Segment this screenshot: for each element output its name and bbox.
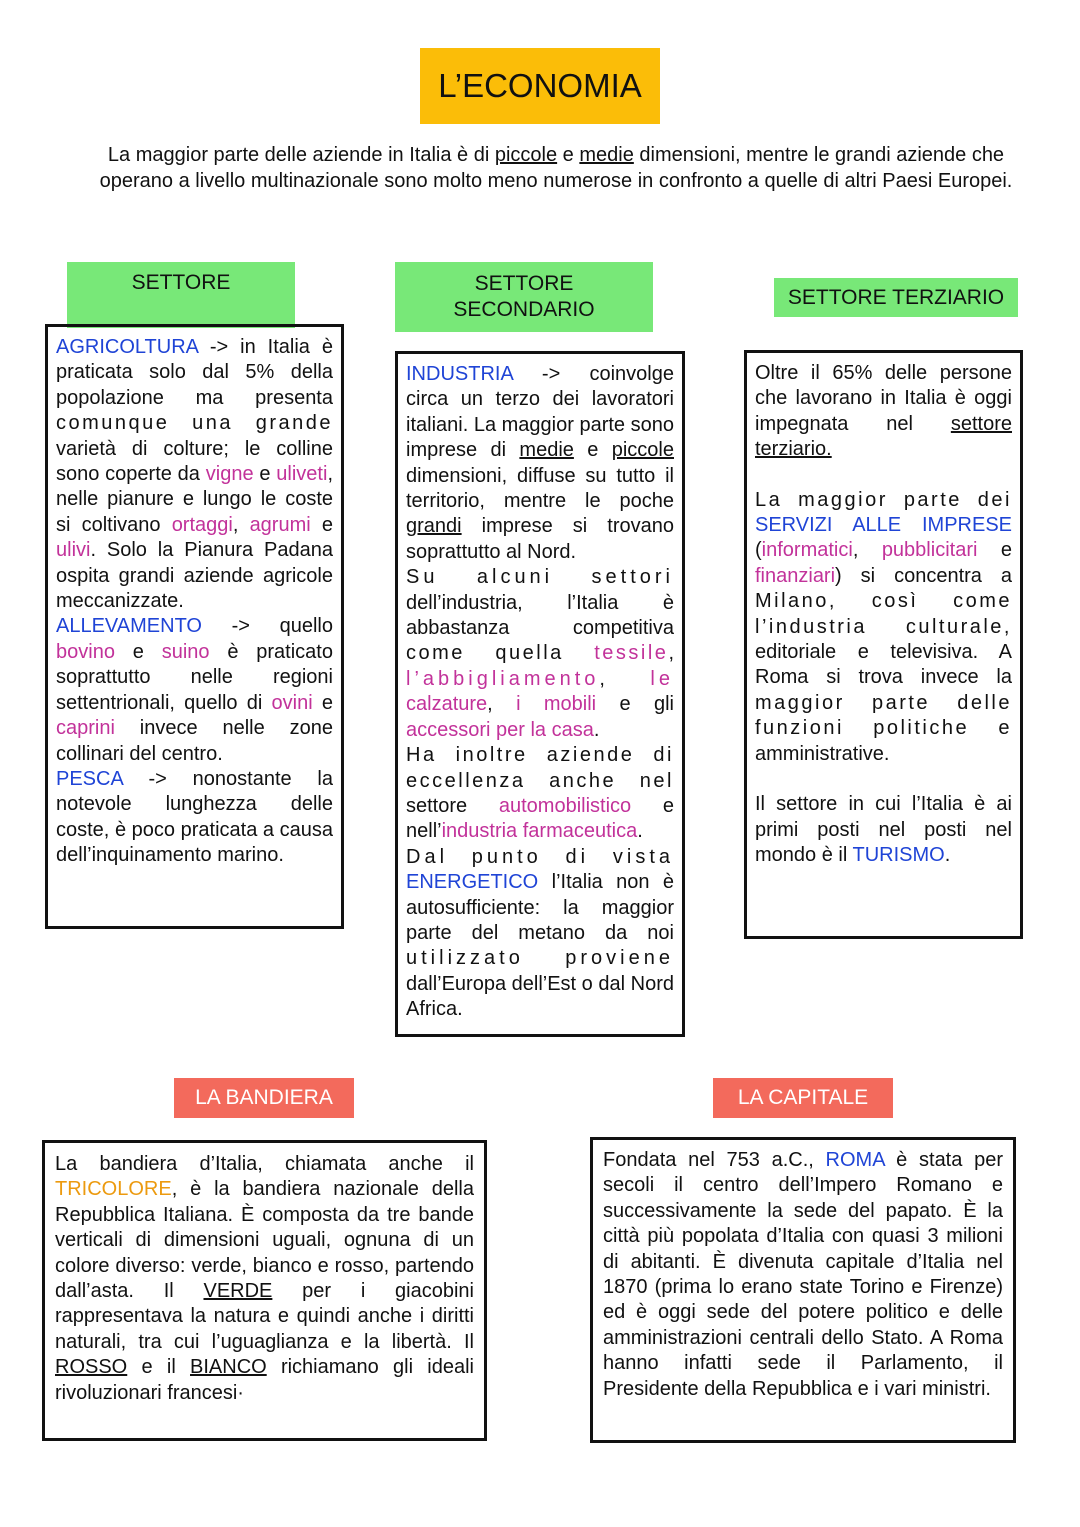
text: e (977, 539, 1012, 562)
heading-settore-terziario-label: SETTORE TERZIARIO (787, 285, 1005, 309)
keyword-agricoltura: AGRICOLTURA (56, 336, 198, 358)
keyword-ulivi: ulivi (56, 539, 91, 562)
box-settore-secondario (395, 351, 685, 1037)
text: come quella (406, 642, 595, 665)
text: , (599, 667, 651, 690)
keyword-abbigliamento: l’abbigliamento (406, 667, 600, 690)
text: . (637, 820, 643, 843)
box-bandiera (42, 1140, 487, 1441)
paragraph-competitiva (406, 565, 674, 743)
heading-settore-terziario (774, 278, 1018, 317)
paragraph-servizi (755, 488, 1012, 767)
text: varietà di colture; le colline sono coperte da (56, 437, 333, 486)
box-capitale (590, 1137, 1016, 1443)
text: l’Italia non è autosufficiente: la maggior parte del metano da noi (406, 871, 674, 944)
intro-text: dimensioni, mentre le grandi aziende che operano a livello multinazionale sono molto meno numerose in confronto a quelle di altri Paesi Europei. (99, 144, 1013, 192)
heading-line: SETTORE (474, 272, 574, 295)
text: , è la bandiera nazionale della Repubblica Italiana. È composta da tre bande verticali di dimensioni uguali, ognuna di un colore diverso: verde, bianco e rosso, partendo dall’asta. Il (55, 1178, 474, 1303)
intro-paragraph (72, 142, 1040, 194)
text: utilizzato proviene (406, 947, 674, 970)
text: , (668, 642, 674, 665)
text: e (114, 640, 162, 663)
paragraph-terziario-intro (755, 361, 1012, 463)
heading-settore (67, 262, 295, 328)
text: La bandiera d’Italia, chiamata anche il (55, 1153, 474, 1175)
text: è praticato soprattutto nelle regioni settentrionali, quello di (56, 640, 333, 714)
text: e (312, 691, 333, 714)
text: e (573, 439, 612, 462)
page-title: L’ECONOMIA (420, 48, 660, 124)
keyword-verde: VERDE (203, 1280, 273, 1303)
text: Su alcuni settori (406, 566, 674, 589)
text: amministrative. (755, 742, 890, 765)
keyword-settore-terziario: settore terziario. (755, 412, 1012, 461)
text: Milano, così come l’industria culturale, (755, 590, 1012, 638)
text: e gli (596, 693, 674, 716)
keyword-allevamento: ALLEVAMENTO (56, 615, 202, 638)
text: è stata per secoli il centro dell’Impero Romano e successivamente la sede del papato. È la città più popolata d’Italia con quasi 3 milioni di abitanti. È divenuta capitale d’Italia nel 1870 (prima lo erano state Torino e Firenze) ed è oggi sede del potere politico e delle amministrazioni centrali dello Stato. A Roma hanno infatti sede il Parlamento, il Presidente della Repubblica e i vari ministri. (603, 1149, 1003, 1400)
keyword-pubblicitari: pubblicitari (881, 539, 978, 562)
text: ) si concentra a (835, 564, 1012, 587)
text: , (487, 693, 517, 716)
keyword-roma: ROMA (825, 1149, 885, 1171)
keyword-bovino: bovino (56, 640, 115, 663)
heading-capitale-label: LA CAPITALE (737, 1086, 869, 1109)
text: . Solo la Pianura Padana ospita grandi aziende agricole meccanizzate. (56, 539, 333, 613)
paragraph-bandiera (55, 1152, 474, 1406)
keyword-tricolore: TRICOLORE (55, 1178, 172, 1201)
text: editoriale e televisiva. A Roma si trova invece la (755, 641, 1012, 689)
keyword-automobilistico: automobilistico (498, 794, 632, 817)
paragraph-turismo (755, 792, 1012, 868)
paragraph-industria (406, 362, 674, 565)
text: e (253, 463, 277, 486)
paragraph-agricoltura (56, 335, 333, 614)
keyword-mobili: i mobili (516, 693, 597, 716)
keyword-energetico: ENERGETICO (406, 871, 539, 894)
keyword-caprini: caprini (56, 717, 115, 740)
text: . (593, 718, 600, 741)
keyword-farmaceutica: industria farmaceutica (441, 820, 638, 843)
keyword-pesca: PESCA (56, 767, 123, 790)
text: settore (406, 794, 499, 817)
paragraph-capitale (603, 1148, 1003, 1402)
keyword-servizi-imprese: SERVIZI ALLE IMPRESE (755, 514, 1012, 537)
keyword-calzature: calzature (406, 693, 488, 716)
keyword-agrumi: agrumi (249, 513, 311, 536)
text: maggior parte delle funzioni politiche e (755, 691, 1012, 740)
keyword-industria: INDUSTRIA (406, 363, 513, 385)
text: dimensioni, diffuse su tutto il territorio, mentre le poche (406, 464, 674, 513)
keyword-turismo: TURISMO (852, 843, 945, 866)
heading-capitale (713, 1078, 893, 1118)
intro-text: La maggior parte delle aziende in Italia è di (107, 144, 495, 166)
text: comunque una grande (56, 412, 333, 435)
heading-settore-label: SETTORE (131, 271, 231, 294)
text: -> in Italia è praticata solo dal 5% della popolazione ma presenta (56, 336, 333, 409)
paragraph-eccellenza (406, 743, 674, 845)
text: invece nelle zone collinari del centro. (56, 717, 333, 765)
keyword-accessori: accessori per la casa (406, 718, 594, 741)
keyword-le: le (650, 667, 674, 690)
box-settore-primario (45, 324, 344, 929)
keyword-finanziari: finanziari (755, 564, 836, 587)
text: per i giacobini rappresentava la natura e quindi anche i diritti naturali, tra cui l’uguaglianza e la libertà. Il (55, 1280, 474, 1353)
text: . (944, 843, 951, 866)
text: imprese si trovano soprattutto al Nord. (406, 515, 674, 563)
heading-settore-secondario (395, 262, 653, 332)
heading-bandiera (174, 1078, 354, 1118)
text: Fondata nel 753 a.C., (603, 1149, 826, 1171)
keyword-grandi: grandi (406, 515, 462, 538)
keyword-rosso: ROSSO (55, 1356, 128, 1379)
text: Dal punto di vista (406, 845, 674, 868)
paragraph-pesca (56, 767, 333, 869)
intro-text: e (557, 144, 580, 166)
text: Oltre il 65% delle persone che lavorano in Italia è oggi impegnata nel (755, 362, 1012, 435)
keyword-informatici: informatici (761, 539, 853, 562)
keyword-medie: medie (579, 144, 634, 166)
keyword-vigne: vigne (205, 463, 254, 486)
paragraph-allevamento (56, 614, 333, 766)
text: dall’Europa dell’Est o dal Nord Africa. (406, 972, 674, 1021)
keyword-piccole: piccole (611, 439, 674, 462)
box-settore-terziario (744, 350, 1023, 939)
keyword-tessile: tessile (594, 642, 669, 665)
heading-line: SECONDARIO (453, 298, 595, 321)
text: richiamano gli ideali rivoluzionari francesi· (55, 1356, 474, 1404)
paragraph-energetico (406, 845, 674, 1023)
text: Ha inoltre aziende di eccellenza anche nel (406, 744, 674, 792)
keyword-bianco: BIANCO (190, 1356, 267, 1379)
text: , (232, 513, 250, 536)
keyword-ovini: ovini (271, 691, 313, 714)
text: -> quello (201, 615, 333, 638)
text: , (852, 539, 882, 562)
text: -> nonostante la notevole lunghezza delle coste, è poco praticata a causa dell’inquinamento marino. (56, 767, 333, 867)
text: -> coinvolge circa un terzo dei lavoratori italiani. La maggior parte sono imprese di (406, 363, 674, 462)
keyword-medie: medie (519, 439, 574, 462)
keyword-ortaggi: ortaggi (171, 513, 233, 536)
heading-bandiera-label: LA BANDIERA (195, 1086, 333, 1109)
keyword-uliveti: uliveti (276, 463, 328, 486)
text: Il settore in cui l’Italia è ai primi posti nel posti nel mondo è il (755, 793, 1012, 866)
keyword-piccole: piccole (494, 144, 558, 166)
text: ( (755, 539, 762, 562)
keyword-suino: suino (161, 640, 210, 663)
text: La maggior parte dei (755, 488, 1012, 511)
text: dell’industria, l’Italia è abbastanza competitiva (406, 591, 674, 640)
text: e (310, 513, 333, 536)
text: e nell’ (406, 794, 674, 843)
text: e il (127, 1356, 191, 1379)
text: , nelle pianure e lungo le coste si coltivano (56, 463, 333, 536)
